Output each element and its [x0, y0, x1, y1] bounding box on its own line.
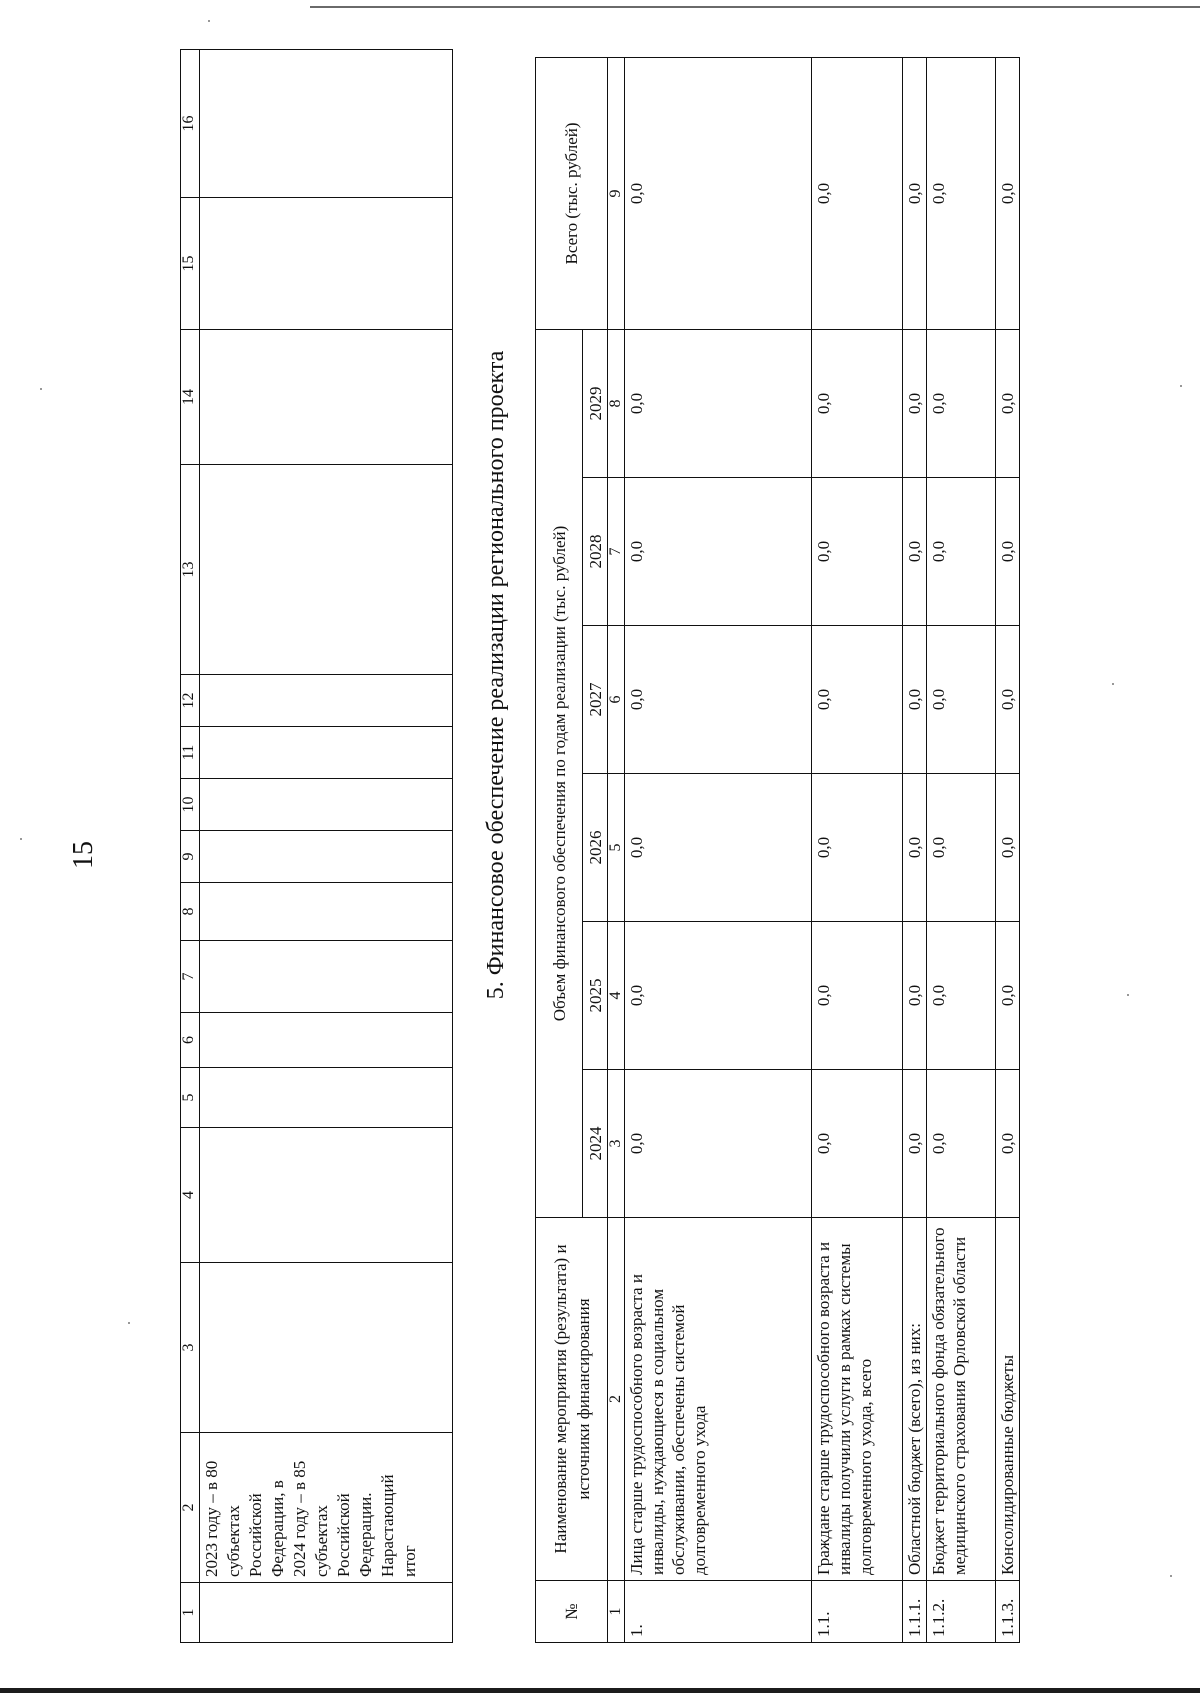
column-number: 16: [181, 50, 200, 198]
row-number: 1.: [625, 1581, 812, 1643]
year-header: 2028: [583, 478, 608, 626]
row-number: 1.1.1.: [903, 1581, 927, 1643]
table-row: [812, 57, 903, 1642]
text-line: 2024 году – в 85: [290, 1460, 309, 1577]
value-cell: 0,0: [903, 626, 927, 774]
row-name: Консолидированные бюджеты: [996, 1218, 1020, 1581]
value-cell: 0,0: [996, 1070, 1020, 1218]
value-cell: 0,0: [903, 922, 927, 1070]
text-line: субъектах: [224, 1505, 243, 1577]
value-cell: 0,0: [903, 478, 927, 626]
table-cell: [200, 883, 453, 941]
value-cell: 0,0: [903, 329, 927, 477]
column-number: 1: [608, 1581, 625, 1643]
value-cell: 0,0: [927, 1070, 996, 1218]
value-cell: 0,0: [625, 922, 812, 1070]
column-number: 7: [608, 478, 625, 626]
value-cell: 0,0: [625, 478, 812, 626]
value-cell: 0,0: [812, 478, 903, 626]
column-number: 7: [181, 941, 200, 1013]
column-number: 9: [181, 831, 200, 883]
table-row: [903, 57, 927, 1642]
year-header: 2026: [583, 774, 608, 922]
column-number-row: [608, 57, 625, 1642]
column-number: 3: [181, 1263, 200, 1433]
total-cell: 0,0: [927, 57, 996, 329]
column-number: 2: [608, 1218, 625, 1581]
table-cell: [200, 727, 453, 779]
table-cell: [200, 50, 453, 198]
text-line: Российской: [334, 1493, 353, 1577]
table-cell: [200, 675, 453, 727]
value-cell: 0,0: [927, 626, 996, 774]
year-header: 2025: [583, 922, 608, 1070]
continuation-table: [180, 49, 453, 1643]
table-cell: [200, 1583, 453, 1643]
text-line: Федерации.: [356, 1492, 375, 1577]
table-cell: [200, 1068, 453, 1128]
year-header: 2027: [583, 626, 608, 774]
table-cell: [200, 1013, 453, 1068]
row-number: 1.1.2.: [927, 1581, 996, 1643]
year-header: 2029: [583, 329, 608, 477]
value-cell: 0,0: [927, 329, 996, 477]
column-number: 1: [181, 1583, 200, 1643]
column-number: 5: [608, 774, 625, 922]
financing-table: [535, 57, 1020, 1643]
table-cell: [200, 779, 453, 831]
column-number: 15: [181, 198, 200, 330]
table-cell: [200, 1128, 453, 1263]
column-number: 5: [181, 1068, 200, 1128]
column-number: 8: [181, 883, 200, 941]
row-name: Граждане старше трудоспособного возраста и инвалиды получили услуги в рамках системы долговременного ухода, всего: [812, 1218, 903, 1581]
table-row: [927, 57, 996, 1642]
column-number: 6: [181, 1013, 200, 1068]
value-cell: 0,0: [812, 1070, 903, 1218]
total-cell: 0,0: [812, 57, 903, 329]
column-number: 10: [181, 779, 200, 831]
table-row: [996, 57, 1020, 1642]
year-header: 2024: [583, 1070, 608, 1218]
text-line: Нарастающий: [378, 1474, 397, 1577]
text-line: Федерации, в: [268, 1480, 287, 1577]
total-column-header: Всего (тыс. рублей): [536, 57, 608, 329]
value-cell: 0,0: [927, 922, 996, 1070]
column-number: 14: [181, 330, 200, 465]
value-cell: 0,0: [996, 329, 1020, 477]
value-cell: 0,0: [625, 329, 812, 477]
column-number: 11: [181, 727, 200, 779]
text-line: субъектах: [312, 1505, 331, 1577]
table-row: [625, 57, 812, 1642]
value-cell: 0,0: [996, 922, 1020, 1070]
page-number: 15: [68, 841, 99, 869]
volume-group-header: Объем финансового обеспечения по годам реализации (тыс. рублей): [536, 329, 583, 1217]
column-number: 4: [608, 922, 625, 1070]
total-cell: 0,0: [996, 57, 1020, 329]
row-name: Лица старше трудоспособного возраста и инвалиды, нуждающиеся в социальном обслуживании, обеспечены системой долговременного ухода: [625, 1218, 812, 1581]
text-line: итог: [400, 1545, 419, 1577]
value-cell: 0,0: [903, 774, 927, 922]
text-line: 2023 году – в 80: [202, 1460, 221, 1577]
column-number: 9: [608, 57, 625, 329]
row-number: 1.1.: [812, 1581, 903, 1643]
table-cell: [200, 941, 453, 1013]
text-line: Российской: [246, 1493, 265, 1577]
value-cell: 0,0: [996, 774, 1020, 922]
value-cell: 0,0: [625, 1070, 812, 1218]
value-cell: 0,0: [927, 478, 996, 626]
value-cell: 0,0: [812, 626, 903, 774]
row-name: Областной бюджет (всего), из них:: [903, 1218, 927, 1581]
total-cell: 0,0: [625, 57, 812, 329]
value-cell: 0,0: [903, 1070, 927, 1218]
table-cell: [200, 198, 453, 330]
column-number: 8: [608, 329, 625, 477]
number-column-header: №: [536, 1581, 608, 1643]
value-cell: 0,0: [625, 626, 812, 774]
column-number: 2: [181, 1433, 200, 1583]
value-cell: 0,0: [996, 478, 1020, 626]
indicator-description-cell: [200, 1433, 453, 1583]
name-column-header: Наименование мероприятия (результата) и источники финансирования: [536, 1218, 608, 1581]
table-cell: [200, 465, 453, 675]
table-cell: [200, 330, 453, 465]
value-cell: 0,0: [927, 774, 996, 922]
row-number: 1.1.3.: [996, 1581, 1020, 1643]
column-number: 12: [181, 675, 200, 727]
value-cell: 0,0: [625, 774, 812, 922]
value-cell: 0,0: [996, 626, 1020, 774]
table-cell: [200, 1263, 453, 1433]
column-number: 6: [608, 626, 625, 774]
value-cell: 0,0: [812, 329, 903, 477]
continuation-header-row: [181, 50, 200, 1643]
financing-header-row: [536, 57, 583, 1642]
column-number: 4: [181, 1128, 200, 1263]
total-cell: 0,0: [903, 57, 927, 329]
column-number: 3: [608, 1070, 625, 1218]
row-name: Бюджет территориального фонда обязательного медицинского страхования Орловской области: [927, 1218, 996, 1581]
value-cell: 0,0: [812, 774, 903, 922]
continuation-body-row: [200, 50, 453, 1643]
section-title: 5. Финансовое обеспечение реализации регионального проекта: [483, 350, 509, 1000]
column-number: 13: [181, 465, 200, 675]
value-cell: 0,0: [812, 922, 903, 1070]
table-cell: [200, 831, 453, 883]
